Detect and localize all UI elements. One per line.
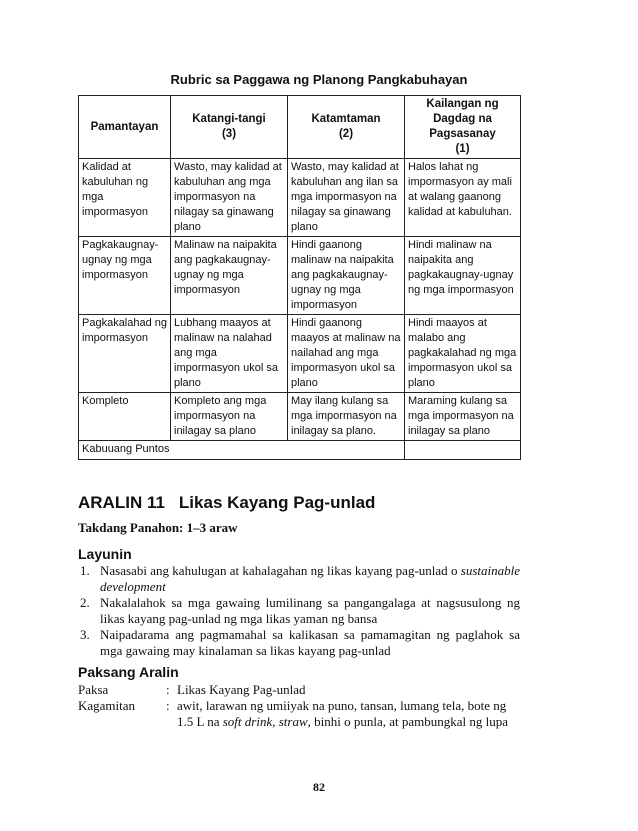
total-label: Kabuuang Puntos bbox=[79, 441, 405, 460]
header-needs-practice: Kailangan ng Dagdag na Pagsasanay (1) bbox=[405, 96, 521, 159]
total-value bbox=[405, 441, 521, 460]
header-excellent: Katangi-tangi (3) bbox=[171, 96, 288, 159]
lesson-title: Likas Kayang Pag-unlad bbox=[178, 493, 376, 512]
topic-label: Paksa bbox=[78, 682, 109, 697]
materials-value: awit, larawan ng umiiyak na puno, tansan, lumang tela, bote ng 1.5 L na soft drink, straw, binhi o punla, at pambungkal ng lupa bbox=[177, 698, 509, 729]
table-cell: May ilang kulang sa mga impormasyon na inilagay sa plano. bbox=[288, 393, 405, 441]
table-cell: Halos lahat ng impormasyon ay mali at walang gaanong kalidad at kabuluhan. bbox=[405, 159, 521, 237]
table-cell: Wasto, may kalidad at kabuluhan ang mga impormasyon na nilagay sa ginawang plano bbox=[171, 159, 288, 237]
rubric-table bbox=[78, 95, 521, 460]
header-average: Katamtaman (2) bbox=[288, 96, 405, 159]
topic-value: Likas Kayang Pag-unlad bbox=[177, 682, 306, 697]
table-row bbox=[79, 159, 521, 237]
row-criterion: Pagkakaugnay-ugnay ng mga impormasyon bbox=[79, 237, 171, 315]
lesson-number: ARALIN 11 bbox=[78, 493, 165, 512]
topic-line: Paksa : Likas Kayang Pag-unlad bbox=[78, 682, 520, 698]
materials-line: Kagamitan : awit, larawan ng umiiyak na puno, tansan, lumang tela, bote ng 1.5 L na soft drink, straw, binhi o punla, at pambungkal ng lupa bbox=[78, 698, 520, 730]
table-cell: Lubhang maayos at malinaw na nalahad ang mga impormasyon ukol sa plano bbox=[171, 315, 288, 393]
table-row bbox=[79, 237, 521, 315]
topic-heading: Paksang Aralin bbox=[78, 664, 179, 680]
table-row bbox=[79, 315, 521, 393]
table-cell: Hindi gaanong maayos at malinaw na nailahad ang mga impormasyon ukol sa plano bbox=[288, 315, 405, 393]
page-number: 82 bbox=[313, 780, 325, 794]
row-criterion: Pagkakalahad ng impormasyon bbox=[79, 315, 171, 393]
list-item: 3. Naipadarama ang pagmamahal sa kalikasan sa pamamagitan ng paglahok sa mga gawaing may kinalaman sa likas kayang pag-unlad bbox=[80, 627, 520, 658]
objectives-list bbox=[78, 563, 520, 659]
table-cell: Wasto, may kalidad at kabuluhan ang ilan sa mga impormasyon na nilagay sa ginawang plano bbox=[288, 159, 405, 237]
list-item: 2. Nakalalahok sa mga gawaing lumilinang sa pangangalaga at nagsusulong ng likas kayang pag-unlad ng mga likas yaman ng bansa bbox=[80, 595, 520, 626]
objectives-heading: Layunin bbox=[78, 546, 132, 562]
table-cell: Maraming kulang sa mga impormasyon na inilagay sa plano bbox=[405, 393, 521, 441]
table-cell: Hindi malinaw na naipakita ang pagkakaugnay-ugnay ng mga impormasyon bbox=[405, 237, 521, 315]
row-criterion: Kompleto bbox=[79, 393, 171, 441]
table-row bbox=[79, 393, 521, 441]
header-criteria: Pamantayan bbox=[79, 96, 171, 159]
row-criterion: Kalidad at kabuluhan ng mga impormasyon bbox=[79, 159, 171, 237]
list-item: 1. Nasasabi ang kahulugan at kahalagahan ng likas kayang pag-unlad o sustainable development bbox=[80, 563, 520, 594]
rubric-title: Rubric sa Paggawa ng Planong Pangkabuhayan bbox=[170, 72, 468, 87]
total-row bbox=[79, 441, 521, 460]
rubric-header-row bbox=[79, 96, 521, 159]
table-cell: Malinaw na naipakita ang pagkakaugnay-ugnay ng mga impormasyon bbox=[171, 237, 288, 315]
table-cell: Hindi gaanong malinaw na naipakita ang pagkakaugnay-ugnay ng mga impormasyon bbox=[288, 237, 405, 315]
materials-label: Kagamitan bbox=[78, 698, 136, 713]
table-cell: Hindi maayos at malabo ang pagkakalahad ng mga impormasyon ukol sa plano bbox=[405, 315, 521, 393]
lesson-duration: Takdang Panahon: 1–3 araw bbox=[78, 520, 238, 535]
table-cell: Kompleto ang mga impormasyon na inilagay sa plano bbox=[171, 393, 288, 441]
lesson-heading bbox=[78, 493, 375, 513]
